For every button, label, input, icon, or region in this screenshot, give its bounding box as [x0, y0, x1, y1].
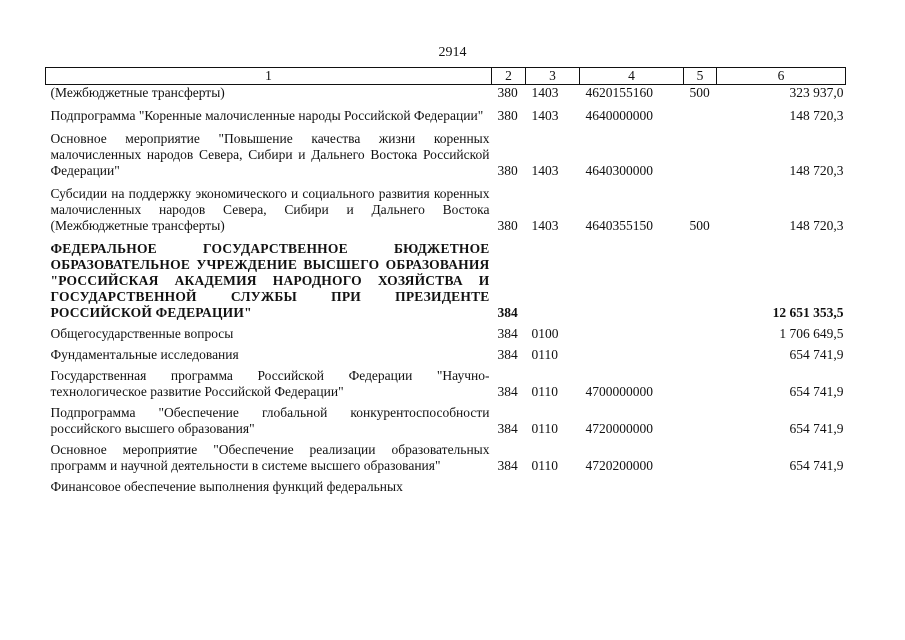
row-col-2: 384	[497, 421, 518, 436]
row-name: Субсидии на поддержку экономического и социального развития коренных малочисленных народов Севера, Сибири и Дальнего Востока (Межбюджетные трансферты)	[50, 186, 490, 233]
row-col-4: 4720200000	[585, 458, 653, 473]
row-col-3: 0110	[531, 384, 558, 399]
budget-table	[45, 67, 846, 495]
row-amount: 148 720,3	[789, 163, 844, 178]
row-col-4: 4620155160	[585, 85, 653, 100]
header-row	[46, 68, 846, 85]
row-col-3: 0110	[531, 421, 558, 436]
row-col-5	[684, 400, 717, 437]
row-col-4: 4640355150	[585, 218, 653, 233]
table-row	[46, 321, 846, 342]
table-row	[46, 101, 846, 124]
header-col-1: 1	[46, 68, 492, 85]
row-col-5	[684, 101, 717, 124]
row-col-3: 1403	[531, 163, 559, 178]
row-col-5	[684, 342, 717, 363]
row-col-2: 384	[497, 458, 518, 473]
row-col-5	[684, 474, 717, 495]
table-row	[46, 474, 846, 495]
row-col-3: 1403	[531, 218, 559, 233]
row-col-3: 0100	[531, 326, 559, 341]
header-col-3: 3	[526, 68, 580, 85]
row-col-5: 500	[689, 218, 710, 233]
row-amount: 654 741,9	[789, 458, 844, 473]
row-col-2	[492, 474, 526, 495]
row-amount: 1 706 649,5	[779, 326, 844, 341]
row-amount: 654 741,9	[789, 347, 844, 362]
row-name: Финансовое обеспечение выполнения функций федеральных	[50, 479, 403, 494]
row-col-5	[684, 234, 717, 321]
table-row	[46, 85, 846, 102]
page-number: 2914	[438, 45, 467, 60]
table-row	[46, 179, 846, 234]
row-col-4	[580, 342, 684, 363]
table-row	[46, 124, 846, 179]
header-col-2: 2	[492, 68, 526, 85]
table-header	[46, 68, 846, 85]
row-col-5	[684, 363, 717, 400]
row-col-3	[526, 234, 580, 321]
row-col-2: 384	[497, 305, 518, 320]
row-amount: 323 937,0	[789, 85, 844, 100]
table-row	[46, 437, 846, 474]
row-col-4: 4700000000	[585, 384, 653, 399]
row-name: ФЕДЕРАЛЬНОЕ ГОСУДАРСТВЕННОЕ БЮДЖЕТНОЕ ОБРАЗОВАТЕЛЬНОЕ УЧРЕЖДЕНИЕ ВЫСШЕГО ОБРАЗОВАНИЯ "РОССИЙСКАЯ АКАДЕМИЯ НАРОДНОГО ХОЗЯЙСТВА И ГОСУДАРСТВЕННОЙ СЛУЖБЫ ПРИ ПРЕЗИДЕНТЕ РОССИЙСКОЙ ФЕДЕРАЦИИ"	[50, 241, 490, 320]
row-col-3: 0110	[531, 347, 558, 362]
row-col-3: 1403	[531, 85, 559, 100]
row-amount: 148 720,3	[789, 218, 844, 233]
row-col-4	[580, 234, 684, 321]
row-name: Государственная программа Российской Федерации "Научно-технологическое развитие Российской Федерации"	[50, 368, 490, 399]
row-name: Общегосударственные вопросы	[50, 326, 234, 341]
row-name: Основное мероприятие "Повышение качества жизни коренных малочисленных народов Севера, Сибири и Дальнего Востока Российской Федерации"	[50, 131, 490, 178]
row-col-3	[526, 474, 580, 495]
row-col-4: 4720000000	[585, 421, 653, 436]
row-col-5	[684, 437, 717, 474]
row-name: Подпрограмма "Коренные малочисленные народы Российской Федерации"	[50, 108, 484, 123]
row-col-2: 380	[497, 218, 518, 233]
row-col-2: 380	[497, 163, 518, 178]
row-col-5	[684, 321, 717, 342]
row-amount	[717, 474, 846, 495]
row-name: Основное мероприятие "Обеспечение реализации образовательных программ и научной деятельности в системе высшего образования"	[50, 442, 490, 473]
table-body	[46, 85, 846, 496]
row-name: Фундаментальные исследования	[50, 347, 239, 362]
header-col-4: 4	[580, 68, 684, 85]
row-amount: 654 741,9	[789, 384, 844, 399]
row-col-4	[580, 321, 684, 342]
table-row	[46, 234, 846, 321]
row-col-2: 384	[497, 384, 518, 399]
row-col-5	[684, 124, 717, 179]
header-col-5: 5	[684, 68, 717, 85]
row-name: Подпрограмма "Обеспечение глобальной конкурентоспособности российского высшего образования"	[50, 405, 490, 436]
row-col-3: 1403	[531, 108, 559, 123]
table-row	[46, 363, 846, 400]
table-row	[46, 342, 846, 363]
row-col-2: 384	[497, 326, 518, 341]
header-col-6: 6	[717, 68, 846, 85]
table-row	[46, 400, 846, 437]
row-col-2: 384	[497, 347, 518, 362]
row-col-3: 0110	[531, 458, 558, 473]
row-col-4	[580, 474, 684, 495]
row-amount: 148 720,3	[789, 108, 844, 123]
row-col-2: 380	[497, 108, 518, 123]
row-amount: 12 651 353,5	[772, 305, 844, 320]
row-col-4: 4640000000	[585, 108, 653, 123]
row-col-4: 4640300000	[585, 163, 653, 178]
row-amount: 654 741,9	[789, 421, 844, 436]
row-col-5: 500	[689, 85, 710, 100]
row-name: (Межбюджетные трансферты)	[50, 85, 225, 100]
row-col-2: 380	[497, 85, 518, 100]
